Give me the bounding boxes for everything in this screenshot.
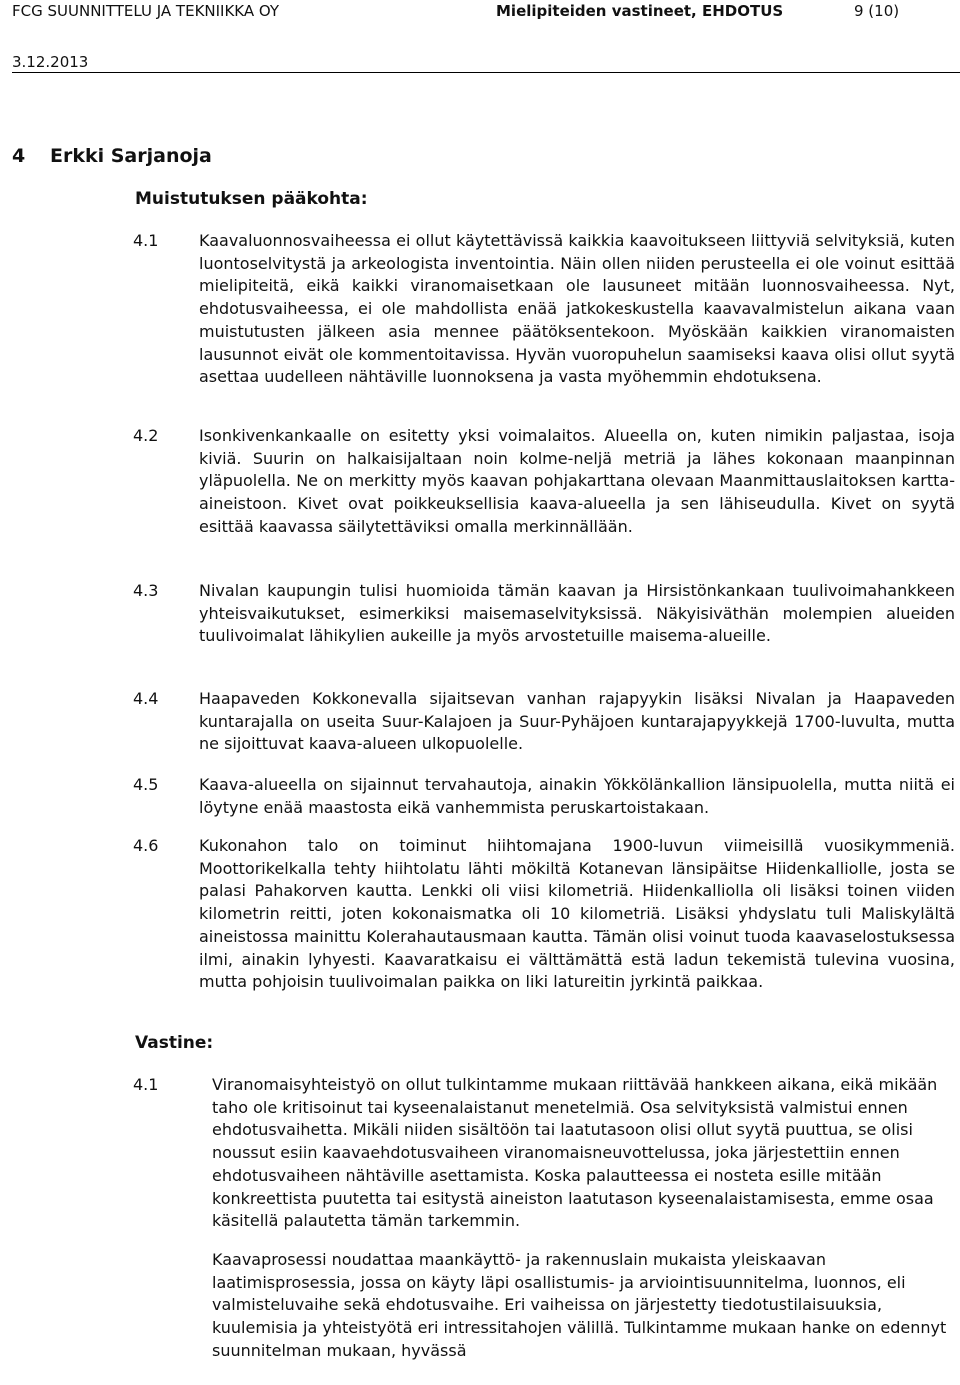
vastine-item [133, 1074, 953, 1378]
header-page-number: 9 (10) [854, 2, 900, 20]
item-number: 4.1 [133, 231, 159, 250]
item-number: 4.6 [133, 836, 159, 855]
header-divider [12, 72, 960, 73]
header-date: 3.12.2013 [12, 53, 89, 71]
item-text: Kukonahon talo on toiminut hiihtomajana 1900-luvun viimeisillä vuosikymmeniä. Moottorikelkalla tehty hiihtolatu lähti mökiltä Kotanevan länsipäitse Hiidenkalliolle, josta se palasi Pahakorven kautta. Lenkki oli viisi kilometriä. Hiidenkalliolla oli lisäksi toinen viiden kilometrin reitti, joten kokonaismatka oli 10 kilometriä. Lisäksi yhdyslatu tuli Maliskylältä aineistossa mainittu Kolerahautausmaan kautta. Tämän olisi voinut tuoda kaavaselostuksessa ilmi, ainakin lyhyesti. Kaavaratkaisu ei välttämättä estä ladun tekemistä tulevina vuosina, mutta pohjoisin tuulivoimalan paikka on liki latureitin jyrkintä paikkaa. [199, 836, 955, 992]
item-number: 4.5 [133, 775, 159, 794]
item-number: 4.3 [133, 581, 159, 600]
muistutus-item [133, 425, 955, 539]
section-number: 4 [12, 145, 26, 167]
muistutus-item [133, 688, 955, 756]
item-text: Nivalan kaupungin tulisi huomioida tämän kaavan ja Hirsistönkankaan tuulivoimahankkeen yhteisvaikutukset, esimerkiksi maisemaselvityksissä. Näkyisiväthän molempien alueiden tuulivoimalat lähikylien aukeille ja myös arvostetuille maisema-alueille. [199, 581, 955, 646]
item-number: 4.2 [133, 426, 159, 445]
section-name: Erkki Sarjanoja [50, 145, 212, 167]
muistutus-heading: Muistutuksen pääkohta: [135, 189, 368, 209]
page-header [0, 0, 960, 70]
section-title [12, 145, 212, 167]
vastine-heading: Vastine: [135, 1033, 214, 1053]
item-text [212, 1074, 953, 1378]
item-text: Haapaveden Kokkonevalla sijaitsevan vanhan rajapyykin lisäksi Nivalan ja Haapaveden kuntarajalla on useita Suur-Kalajoen ja Suur-Pyhäjoen kuntarajapyykkejä 1700-luvulta, mutta ne sijoittuvat kaava-alueen ulkopuolelle. [199, 689, 955, 754]
header-document-title: Mielipiteiden vastineet, EHDOTUS [496, 2, 784, 20]
header-organization: FCG SUUNNITTELU JA TEKNIIKKA OY [12, 2, 280, 20]
muistutus-item [133, 580, 955, 648]
vastine-paragraph: Viranomaisyhteistyö on ollut tulkintamme mukaan riittävää hankkeen aikana, eikä mikään taho ole kritisoinut tai kyseenalaistanut menetelmiä. Osa selvityksistä valmistui ennen ehdotusvaihetta. Mikäli niiden sisältöön tai laatutasoon olisi ollut syytä puuttua, se olisi noussut esiin kaavaehdotusvaiheen viranomaisneuvottelussa, joka järjestettiin ennen ehdotusvaiheen nähtäville asettamista. Koska palautteessa ei nosteta esille mitään konkreettista puutetta tai esitystä aineiston laatutason kyseenalaistamisesta, emme osaa käsitellä palautetta tämän tarkemmin. [212, 1075, 938, 1231]
item-text: Isonkivenkankaalle on esitetty yksi voimalaitos. Alueella on, kuten nimikin paljastaa, isoja kiviä. Suurin on halkaisijaltaan noin kolme-neljä metriä ja lähes kokonaan maanpinnan yläpuolella. Ne on merkitty myös kaavan pohjakarttana olevaan Maanmittauslaitoksen kartta-aineistoon. Kivet ovat poikkeuksellisia kaava-alueella ja sen lähiseudulla. Kivet on syytä esittää kaavassa säilytettäviksi omalla merkinnällään. [199, 426, 955, 536]
muistutus-item [133, 774, 955, 819]
item-text: Kaavaluonnosvaiheessa ei ollut käytettävissä kaikkia kaavoitukseen liittyviä selvityksiä, kuten luontoselvitystä ja arkeologista inventointia. Näin ollen niiden perusteella ei ole voinut esittää mielipiteitä, eikä kaikki viranomaisetkaan ole lausuneet mitään luonnosvaiheessa. Nyt, ehdotusvaiheessa, ei ole mahdollista enää jatkokeskustella kaavavalmistelun aikana vaan muistutusten jälkeen asia mennee päätöksentekoon. Myöskään kaikkien viranomaisten lausunnot eivät ole kommentoitavissa. Hyvän vuoropuhelun saamiseksi kaava olisi ollut syytä asettaa uudelleen nähtäville luonnoksena ja vasta myöhemmin ehdotuksena. [199, 231, 955, 387]
item-number: 4.4 [133, 689, 159, 708]
vastine-paragraph: Kaavaprosessi noudattaa maankäyttö- ja rakennuslain mukaista yleiskaavan laatimisprosessia, jossa on käyty läpi osallistumis- ja arviointisuunnitelma, luonnos, eli valmisteluvaihe sekä ehdotusvaihe. Eri vaiheissa on järjestetty tiedotustilaisuuksia, kuulemisia ja yhteistyötä eri intressitahojen välillä. Tulkintamme mukaan hanke on edennyt suunnitelman mukaan, hyvässä [212, 1249, 947, 1360]
muistutus-item [133, 835, 955, 994]
item-text: Kaava-alueella on sijainnut tervahautoja, ainakin Yökkölänkallion länsipuolella, mutta niitä ei löytyne enää maastosta eikä vanhemmista peruskartoistakaan. [199, 775, 955, 817]
item-number: 4.1 [133, 1075, 159, 1094]
muistutus-item [133, 230, 955, 389]
